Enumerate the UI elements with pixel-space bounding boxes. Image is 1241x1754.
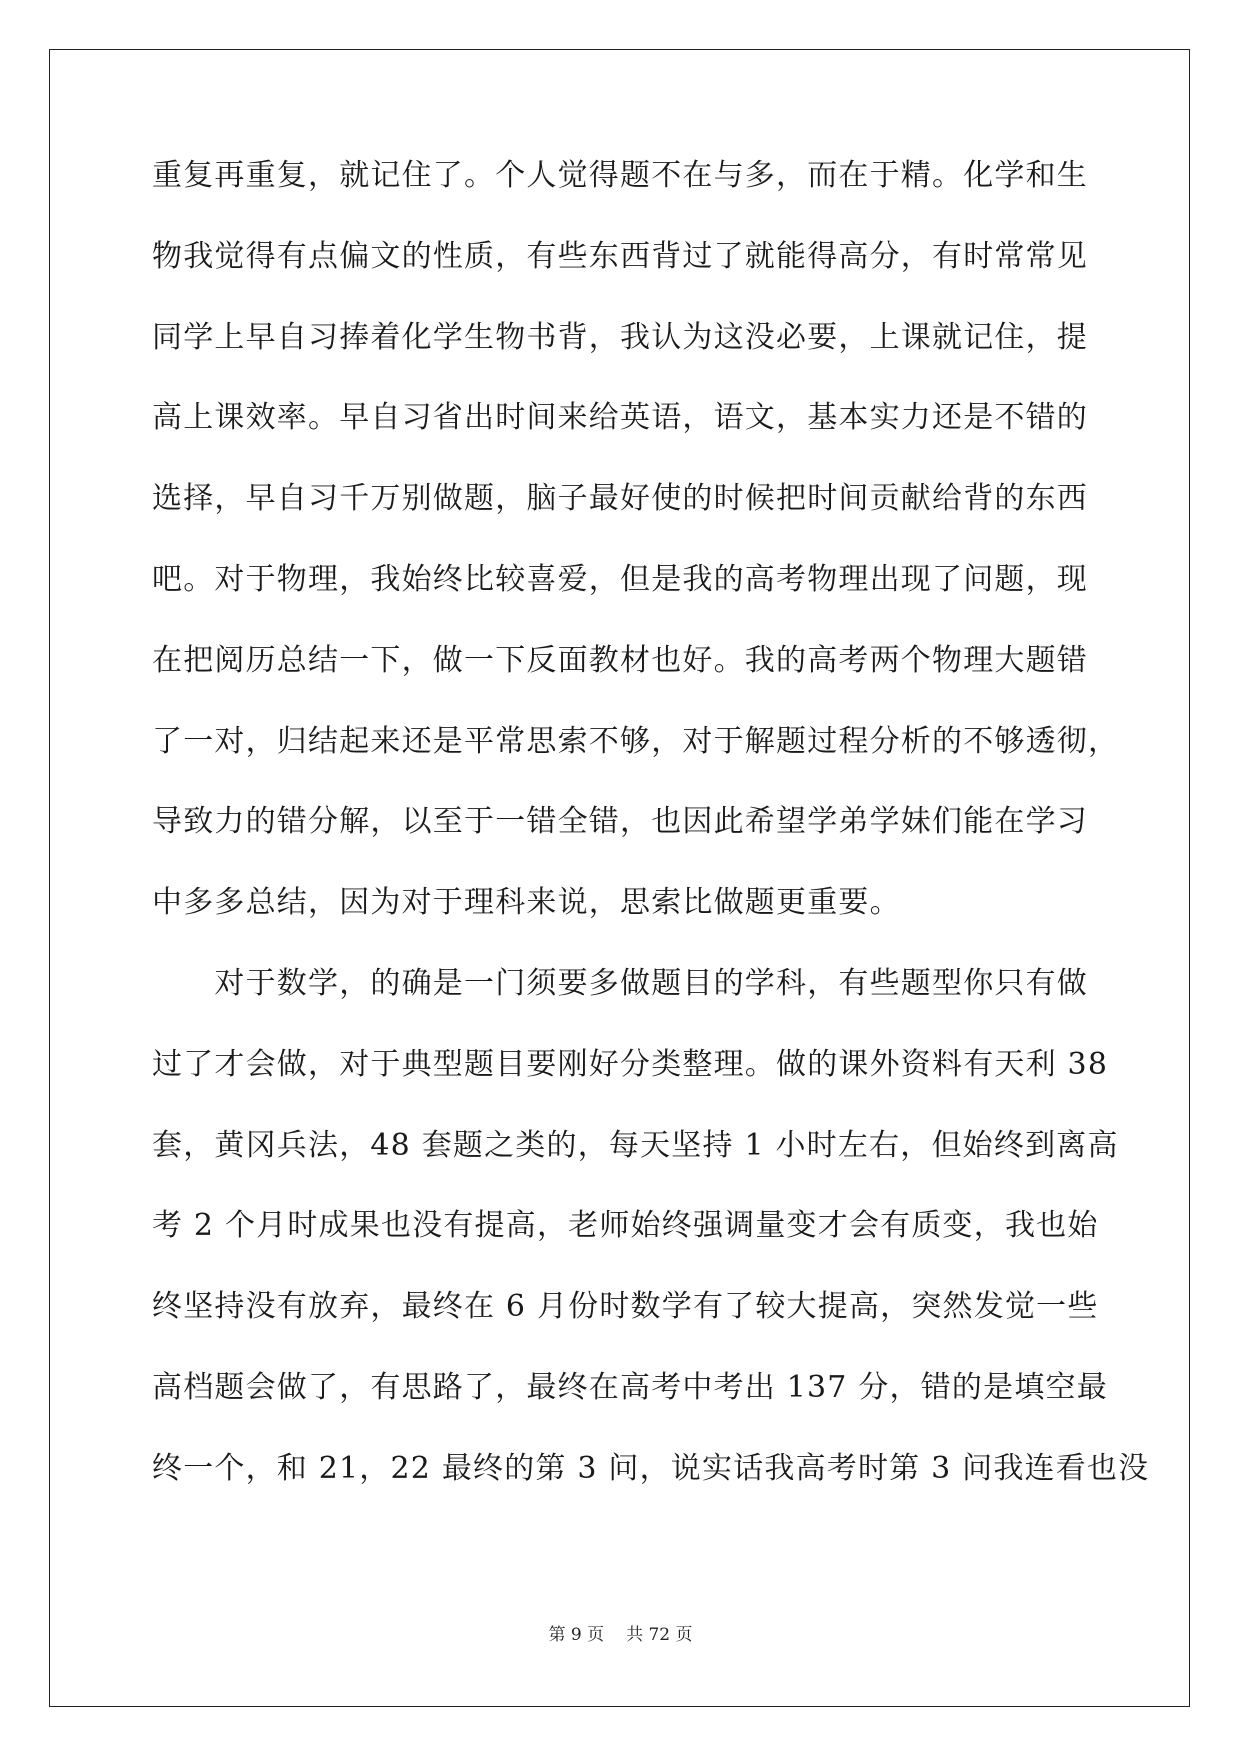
text-line: 吧。对于物理，我始终比较喜爱，但是我的高考物理出现了问题，现 <box>152 561 1088 597</box>
text-line: 过了才会做，对于典型题目要刚好分类整理。做的课外资料有天利 38 <box>152 1046 1109 1082</box>
text-line: 套，黄冈兵法，48 套题之类的，每天坚持 1 小时左右，但始终到离高 <box>152 1127 1119 1163</box>
text-line: 高上课效率。早自习省出时间来给英语，语文，基本实力还是不错的 <box>152 400 1088 436</box>
page-number: 第 9 页 <box>548 1625 605 1645</box>
text-line: 了一对，归结起来还是平常思索不够，对于解题过程分析的不够透彻， <box>152 723 1120 759</box>
document-body <box>152 155 1150 1529</box>
text-line: 考 2 个月时成果也没有提高，老师始终强调量变才会有质变，我也始 <box>152 1208 1099 1244</box>
page-footer <box>0 1620 1241 1645</box>
text-line: 重复再重复，就记住了。个人觉得题不在与多，而在于精。化学和生 <box>152 158 1088 193</box>
text-line: 高档题会做了，有思路了，最终在高考中考出 137 分，错的是填空最 <box>152 1369 1108 1405</box>
text-line: 对于数学，的确是一门须要多做题目的学科，有些题型你只有做 <box>152 965 1088 1001</box>
text-line: 选择，早自习千万别做题，脑子最好使的时候把时间贡献给背的东西 <box>152 481 1088 517</box>
text-line: 终坚持没有放弃，最终在 6 月份时数学有了较大提高，突然发觉一些 <box>152 1289 1099 1325</box>
text-line: 物我觉得有点偏文的性质，有些东西背过了就能得高分，有时常常见 <box>152 238 1088 274</box>
page-total: 共 72 页 <box>626 1625 693 1645</box>
text-line: 在把阅历总结一下，做一下反面教材也好。我的高考两个物理大题错 <box>152 642 1088 678</box>
text-line: 终一个，和 21，22 最终的第 3 问，说实话我高考时第 3 问我连看也没 <box>152 1450 1150 1486</box>
text-line: 中多多总结，因为对于理科来说，思索比做题更重要。 <box>152 885 901 921</box>
text-line: 同学上早自习捧着化学生物书背，我认为这没必要，上课就记住，提 <box>152 319 1088 355</box>
text-line: 导致力的错分解，以至于一错全错，也因此希望学弟学妹们能在学习 <box>152 804 1088 840</box>
